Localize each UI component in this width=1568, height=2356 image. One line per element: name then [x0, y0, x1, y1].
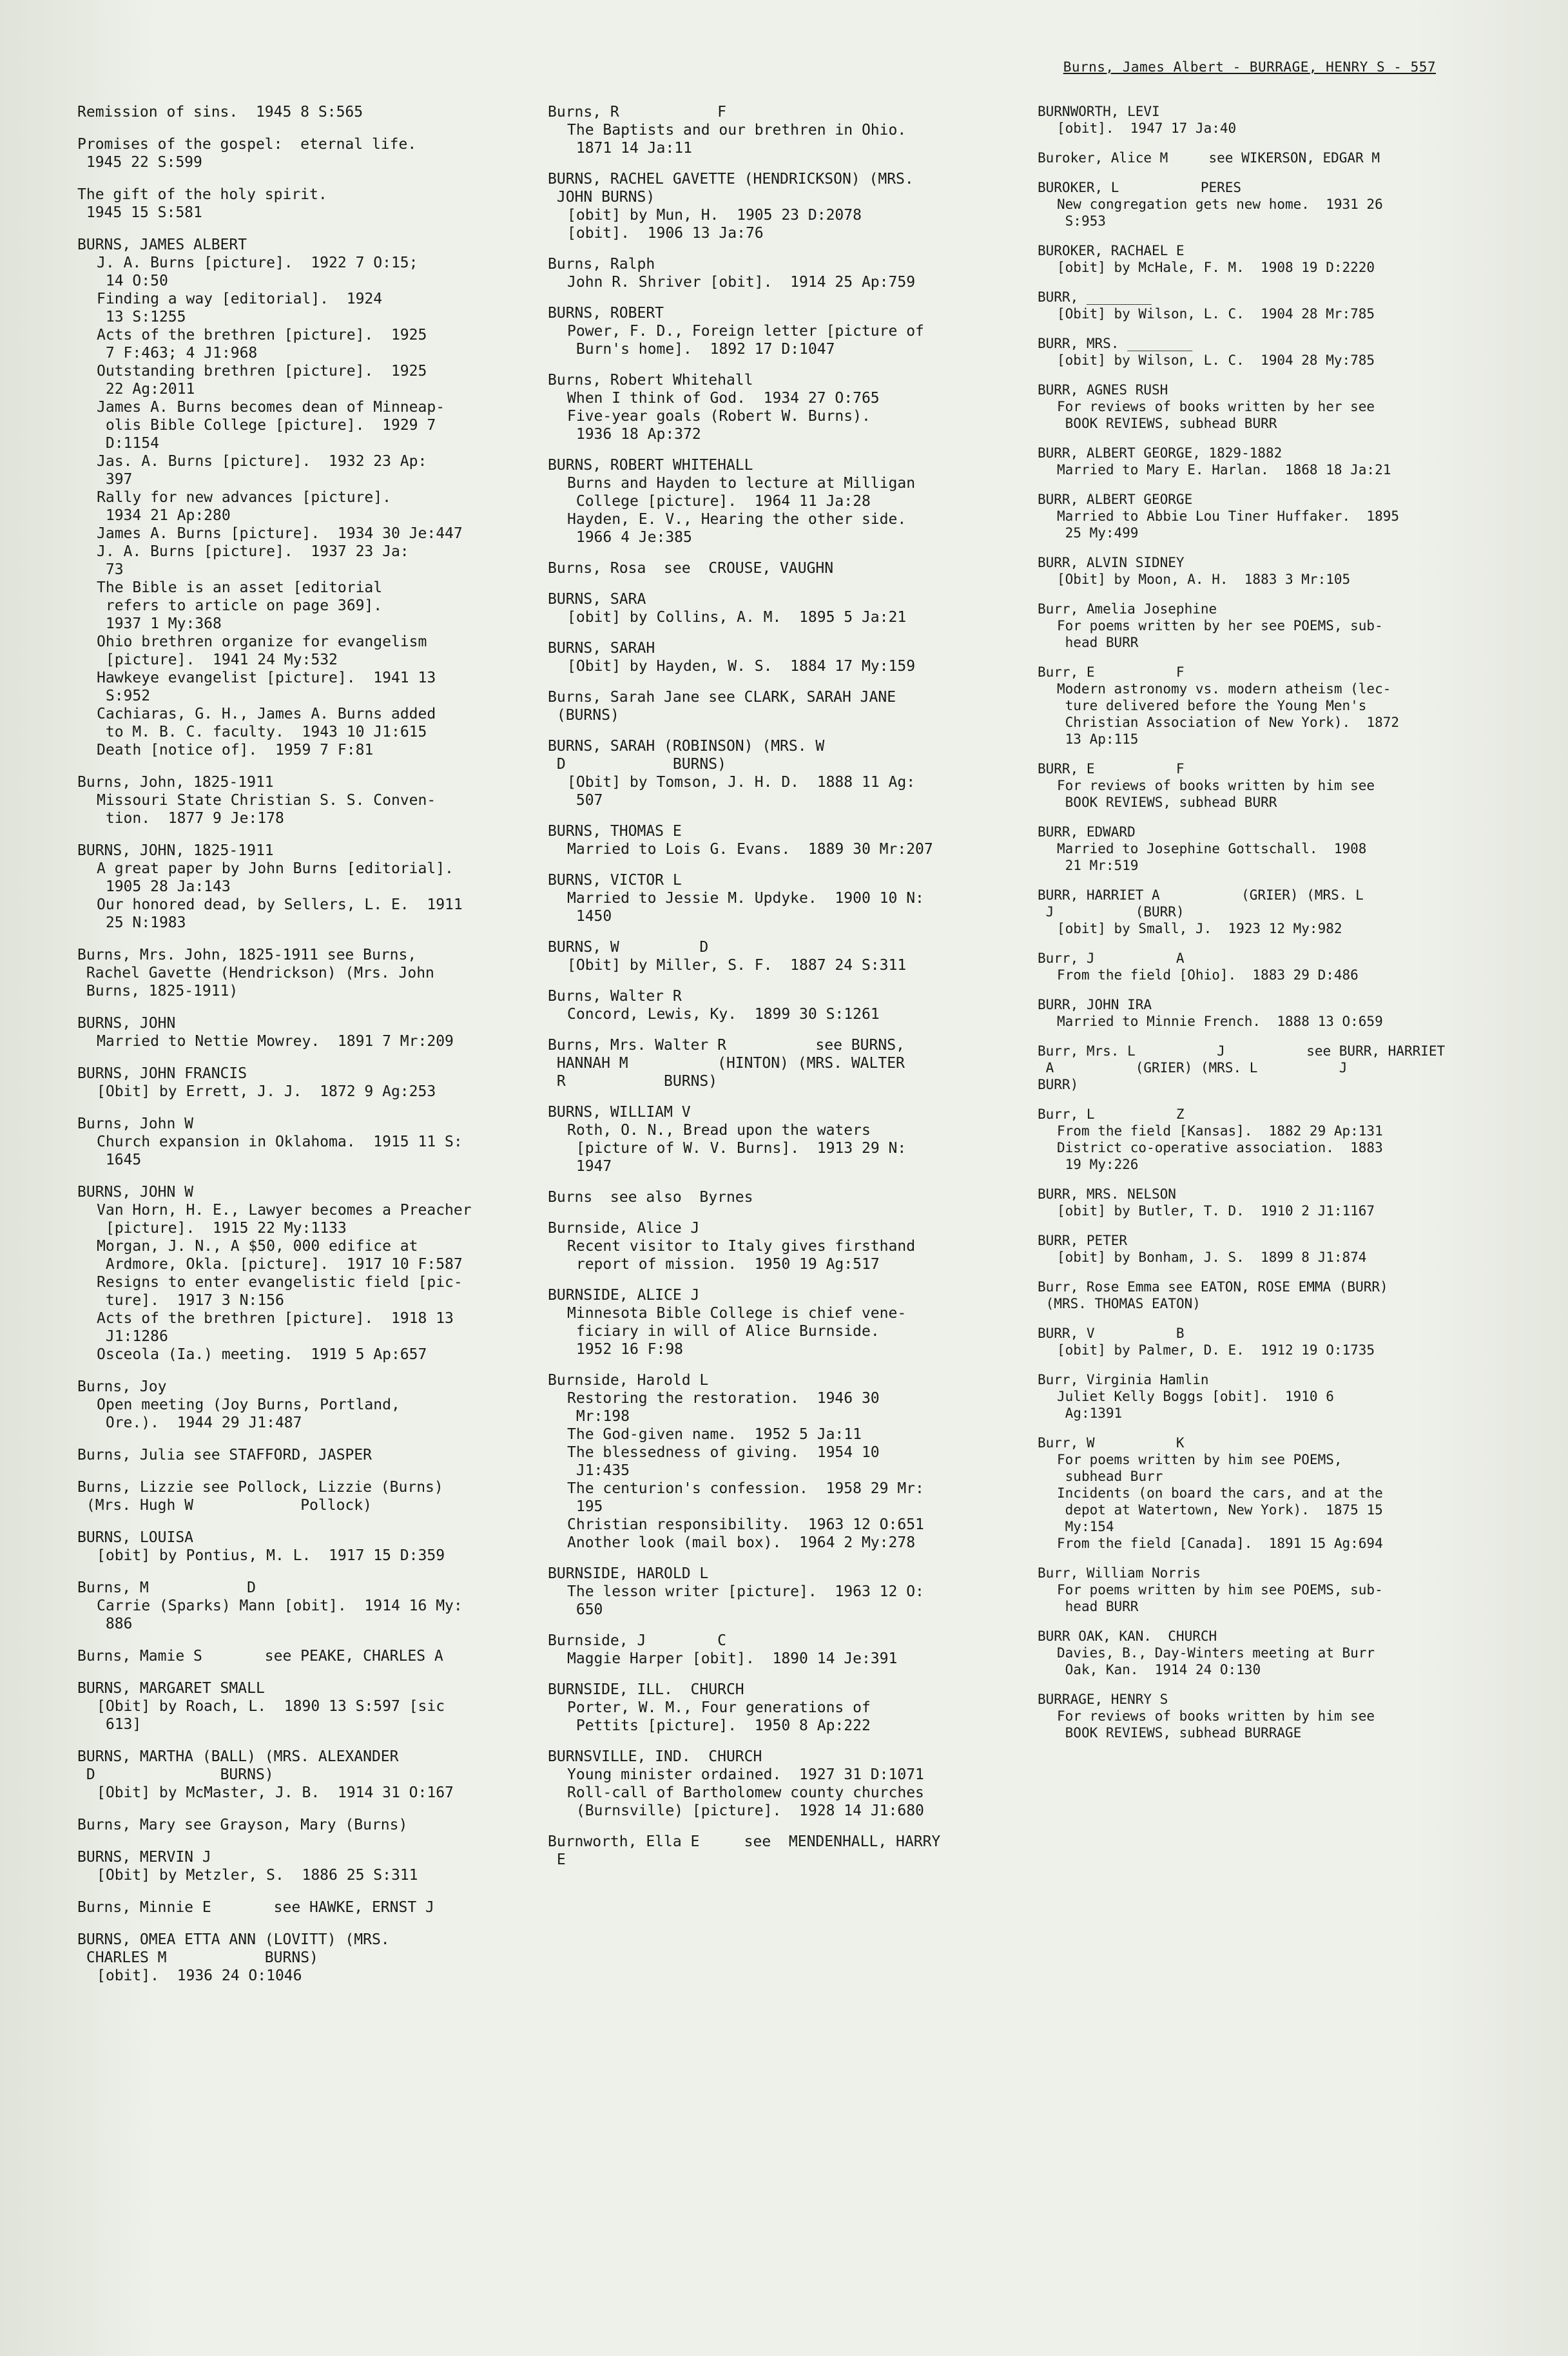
index-entry	[548, 103, 1012, 157]
entry-heading: Burnside, Alice J	[548, 1220, 700, 1237]
entry-heading: BURNS, RACHEL GAVETTE (HENDRICKSON) (MRS. JOHN BURNS)	[548, 171, 914, 206]
entry-heading: BURNS, JOHN W	[77, 1184, 194, 1201]
index-entry	[548, 456, 1012, 546]
entry-citation: For poems written by him see POEMS, sub- head BURR	[1057, 1582, 1383, 1614]
index-entry	[548, 1286, 1012, 1358]
entry-citation: [Obit] by Metzler, S. 1886 25 S:311	[97, 1867, 418, 1884]
entry-heading: Burns, Julia see STAFFORD, JASPER	[77, 1447, 372, 1463]
index-entry	[548, 1188, 1012, 1206]
entry-citation: John R. Shriver [obit]. 1914 25 Ap:759	[567, 274, 916, 291]
index-entry	[77, 1478, 496, 1514]
index-entry	[1038, 996, 1450, 1030]
index-entry	[1038, 760, 1450, 811]
entry-citation: Recent visitor to Italy gives firsthand report of mission. 1950 19 Ag:517	[567, 1238, 916, 1273]
index-entry	[77, 1446, 496, 1464]
index-entry	[1038, 1628, 1450, 1678]
entry-heading: BURNS, MARGARET SMALL	[77, 1680, 265, 1697]
entry-citation: [Obit] by Roach, L. 1890 13 S:597 [sic 613]	[97, 1698, 445, 1733]
entry-citation: Hawkeye evangelist [picture]. 1941 13 S:952	[97, 670, 436, 704]
entry-citation: District co-operative association. 1883 19 My:226	[1057, 1140, 1383, 1172]
index-entry	[77, 1679, 496, 1733]
entry-citation: [Obit] by Wilson, L. C. 1904 28 Mr:785	[1057, 306, 1375, 322]
entry-citation: Osceola (Ia.) meeting. 1919 5 Ap:657	[97, 1346, 427, 1363]
entry-heading: Burns, Mary see Grayson, Mary (Burns)	[77, 1817, 408, 1833]
entry-citation: Roll-call of Bartholomew county churches (Burnsville) [picture]. 1928 14 J1:680	[567, 1784, 924, 1819]
entry-heading: BURR, HARRIET A (GRIER) (MRS. L J (BURR)	[1038, 887, 1364, 920]
entry-heading: BURNS, LOUISA	[77, 1529, 194, 1546]
entry-heading: BURR, ALVIN SIDNEY	[1038, 555, 1185, 570]
entry-heading: Burns, Mrs. John, 1825-1911 see Burns, Rachel Gavette (Hendrickson) (Mrs. John Burns, 1825-1911)	[77, 947, 434, 999]
entry-heading: BURNS, SARAH	[548, 640, 655, 657]
entry-heading: BURR, JOHN IRA	[1038, 997, 1152, 1012]
entry-citation: Married to Nettie Mowrey. 1891 7 Mr:209	[97, 1033, 454, 1050]
index-entry	[1038, 824, 1450, 874]
entry-citation: [obit] by Mun, H. 1905 23 D:2078	[567, 207, 862, 224]
entry-citation: For reviews of books written by her see BOOK REVIEWS, subhead BURR	[1057, 399, 1375, 431]
entry-citation: J. A. Burns [picture]. 1922 7 O:15; 14 O:50	[97, 255, 418, 289]
entry-citation: J. A. Burns [picture]. 1937 23 Ja: 73	[97, 543, 409, 578]
index-entry	[1038, 103, 1450, 137]
index-entry	[77, 946, 496, 1000]
index-entry	[77, 1014, 496, 1050]
entry-heading: Burns, Sarah Jane see CLARK, SARAH JANE (BURNS)	[548, 689, 896, 724]
entry-heading: BURNS, JOHN, 1825-1911	[77, 842, 274, 859]
index-entry	[77, 186, 496, 222]
entry-heading: BURNWORTH, LEVI	[1038, 104, 1160, 119]
index-entry	[77, 1378, 496, 1432]
entry-heading: BURNSIDE, ALICE J	[548, 1287, 700, 1304]
entry-citation: Resigns to enter evangelistic field [pic- ture]. 1917 3 N:156	[97, 1274, 463, 1309]
index-entry	[548, 1371, 1012, 1552]
entry-citation: [Obit] by Moon, A. H. 1883 3 Mr:105	[1057, 572, 1351, 587]
entry-heading: BURR OAK, KAN. CHURCH	[1038, 1628, 1217, 1644]
index-entry	[1038, 1232, 1450, 1266]
entry-citation: Hayden, E. V., Hearing the other side. 1966 4 Je:385	[567, 511, 907, 546]
entry-heading: BURR, MRS. NELSON	[1038, 1186, 1176, 1202]
index-entry	[548, 1565, 1012, 1619]
entry-heading: BURR, ALBERT GEORGE, 1829-1882	[1038, 445, 1282, 461]
entry-citation: The God-given name. 1952 5 Ja:11	[567, 1426, 862, 1443]
entry-heading: BURR, ALBERT GEORGE	[1038, 492, 1193, 507]
entry-citation: Christian responsibility. 1963 12 O:651	[567, 1516, 924, 1533]
entry-citation: For reviews of books written by him see BOOK REVIEWS, subhead BURR	[1057, 778, 1375, 810]
entry-citation: Death [notice of]. 1959 7 F:81	[97, 742, 374, 758]
index-entry	[548, 1748, 1012, 1820]
running-head: Burns, James Albert - BURRAGE, HENRY S - 557	[1063, 59, 1436, 75]
entry-heading: BURR, V B	[1038, 1326, 1185, 1341]
index-entry	[1038, 1565, 1450, 1615]
entry-citation: From the field [Canada]. 1891 15 Ag:694	[1057, 1536, 1383, 1551]
entry-heading: BURNS, VICTOR L	[548, 872, 682, 889]
entry-citation: For reviews of books written by him see BOOK REVIEWS, subhead BURRAGE	[1057, 1708, 1375, 1741]
entry-citation: Married to Mary E. Harlan. 1868 18 Ja:21	[1057, 462, 1391, 478]
index-entry	[1038, 1043, 1450, 1093]
index-entry	[548, 1219, 1012, 1273]
index-entry	[548, 1632, 1012, 1668]
entry-heading: Burns, Lizzie see Pollock, Lizzie (Burns) (Mrs. Hugh W Pollock)	[77, 1479, 443, 1514]
entry-heading: The gift of the holy spirit. 1945 15 S:581	[77, 186, 327, 221]
index-entry	[1038, 1434, 1450, 1552]
index-entry	[77, 1647, 496, 1665]
entry-citation: Carrie (Sparks) Mann [obit]. 1914 16 My: 886	[97, 1598, 463, 1632]
entry-citation: Incidents (on board the cars, and at the depot at Watertown, New York). 1875 15 My:154	[1057, 1485, 1383, 1534]
entry-citation: From the field [Ohio]. 1883 29 D:486	[1057, 967, 1359, 983]
index-entry	[548, 304, 1012, 358]
index-entry	[1038, 1106, 1450, 1173]
index-entry	[77, 1848, 496, 1884]
index-entry	[77, 103, 496, 121]
entry-citation: Married to Abbie Lou Tiner Huffaker. 1895 25 My:499	[1057, 508, 1400, 541]
entry-citation: Another look (mail box). 1964 2 My:278	[567, 1534, 916, 1551]
entry-heading: Burr, W K	[1038, 1435, 1185, 1451]
index-entry	[1038, 381, 1450, 432]
entry-heading: Burns, M D	[77, 1579, 256, 1596]
entry-heading: BURNS, MARTHA (BALL) (MRS. ALEXANDER D BURNS)	[77, 1748, 399, 1783]
entry-citation: Roth, O. N., Bread upon the waters [picture of W. V. Burns]. 1913 29 N: 1947	[567, 1122, 907, 1175]
entry-heading: Burns, Mrs. Walter R see BURNS, HANNAH M (HINTON) (MRS. WALTER R BURNS)	[548, 1037, 905, 1090]
index-entry	[548, 822, 1012, 858]
entry-heading: Burnside, Harold L	[548, 1372, 709, 1389]
entry-citation: Morgan, J. N., A $50, 000 edifice at Ardmore, Okla. [picture]. 1917 10 F:587	[97, 1238, 463, 1273]
index-entry	[1038, 335, 1450, 369]
index-entry	[77, 1898, 496, 1917]
index-entry	[77, 1115, 496, 1169]
index-entry	[548, 170, 1012, 242]
entry-citation: [obit] by Collins, A. M. 1895 5 Ja:21	[567, 609, 907, 626]
index-entry	[77, 135, 496, 171]
index-entry	[548, 255, 1012, 291]
entry-citation: Power, F. D., Foreign letter [picture of Burn's home]. 1892 17 D:1047	[567, 323, 924, 358]
entry-heading: Burr, Virginia Hamlin	[1038, 1372, 1209, 1387]
index-entry	[548, 987, 1012, 1023]
entry-heading: BURNS, OMEA ETTA ANN (LOVITT) (MRS. CHARLES M BURNS)	[77, 1931, 390, 1966]
entry-citation: The centurion's confession. 1958 29 Mr: 195	[567, 1480, 924, 1515]
index-entry	[1038, 1325, 1450, 1358]
entry-heading: Burns see also Byrnes	[548, 1189, 753, 1206]
index-entry	[548, 688, 1012, 724]
entry-citation: Married to Jessie M. Updyke. 1900 10 N: 1450	[567, 890, 924, 925]
entry-heading: BURNSIDE, HAROLD L	[548, 1565, 709, 1582]
index-entry	[548, 590, 1012, 626]
index-entry	[548, 871, 1012, 925]
entry-heading: Remission of sins. 1945 8 S:565	[77, 104, 363, 121]
entry-citation: [obit] by Small, J. 1923 12 My:982	[1057, 921, 1342, 936]
entry-citation: Concord, Lewis, Ky. 1899 30 S:1261	[567, 1006, 880, 1023]
entry-heading: Burr, William Norris	[1038, 1565, 1201, 1581]
entry-heading: Promises of the gospel: eternal life. 1945 22 S:599	[77, 136, 417, 171]
entry-citation: The Bible is an asset [editorial refers to article on page 369]. 1937 1 My:368	[97, 579, 383, 632]
entry-citation: [Obit] by Errett, J. J. 1872 9 Ag:253	[97, 1083, 436, 1100]
entry-citation: Jas. A. Burns [picture]. 1932 23 Ap: 397	[97, 453, 427, 488]
index-entry	[1038, 887, 1450, 937]
entry-citation: Five-year goals (Robert W. Burns). 1936 18 Ap:372	[567, 408, 871, 443]
entry-heading: BURNS, MERVIN J	[77, 1849, 211, 1866]
column-2	[548, 103, 1012, 1882]
entry-citation: James A. Burns becomes dean of Minneap- olis Bible College [picture]. 1929 7 D:1154	[97, 399, 445, 452]
entry-heading: Burns, John, 1825-1911	[77, 774, 274, 791]
entry-heading: BURR, PETER	[1038, 1233, 1128, 1248]
entry-citation: [obit] by Pontius, M. L. 1917 15 D:359	[97, 1547, 445, 1564]
entry-citation: [obit] by Wilson, L. C. 1904 28 My:785	[1057, 352, 1375, 368]
index-entry	[548, 1036, 1012, 1090]
index-entry	[1038, 601, 1450, 651]
entry-citation: Rally for new advances [picture]. 1934 21 Ap:280	[97, 489, 391, 524]
index-entry	[548, 737, 1012, 809]
entry-citation: Maggie Harper [obit]. 1890 14 Je:391	[567, 1650, 898, 1667]
index-entry	[1038, 289, 1450, 322]
entry-citation: The Baptists and our brethren in Ohio. 1871 14 Ja:11	[567, 122, 907, 157]
entry-citation: Van Horn, H. E., Lawyer becomes a Preacher [picture]. 1915 22 My:1133	[97, 1202, 472, 1237]
entry-citation: Burns and Hayden to lecture at Milligan College [picture]. 1964 11 Ja:28	[567, 475, 916, 510]
index-entry	[77, 773, 496, 827]
entry-citation: The blessedness of giving. 1954 10 J1:435	[567, 1444, 880, 1479]
entry-citation: [obit] by McHale, F. M. 1908 19 D:2220	[1057, 260, 1375, 275]
index-entry	[548, 639, 1012, 675]
entry-heading: BURR, ________	[1038, 289, 1152, 305]
entry-citation: Outstanding brethren [picture]. 1925 22 Ag:2011	[97, 363, 427, 398]
entry-citation: [obit] by Butler, T. D. 1910 2 J1:1167	[1057, 1203, 1375, 1219]
index-entry	[548, 1833, 1012, 1869]
entry-citation: From the field [Kansas]. 1882 29 Ap:131	[1057, 1123, 1383, 1139]
index-entry	[1038, 1279, 1450, 1312]
entry-citation: [Obit] by Hayden, W. S. 1884 17 My:159	[567, 658, 916, 675]
entry-citation: Married to Lois G. Evans. 1889 30 Mr:207	[567, 841, 933, 858]
entry-heading: BUROKER, RACHAEL E	[1038, 243, 1185, 258]
entry-heading: Burns, John W	[77, 1115, 194, 1132]
entry-citation: Church expansion in Oklahoma. 1915 11 S: 1645	[97, 1134, 463, 1168]
index-entry	[77, 1931, 496, 1985]
entry-heading: Burns, Joy	[77, 1378, 167, 1395]
index-entry	[1038, 242, 1450, 276]
index-entry	[1038, 179, 1450, 229]
entry-citation: Davies, B., Day-Winters meeting at Burr Oak, Kan. 1914 24 O:130	[1057, 1645, 1375, 1677]
entry-citation: Open meeting (Joy Burns, Portland, Ore.). 1944 29 J1:487	[97, 1396, 400, 1431]
entry-citation: When I think of God. 1934 27 O:765	[567, 390, 880, 407]
entry-heading: BURNS, W D	[548, 939, 709, 956]
index-entry	[77, 1529, 496, 1565]
entry-heading: BURRAGE, HENRY S	[1038, 1692, 1168, 1707]
entry-heading: BUROKER, L PERES	[1038, 180, 1242, 195]
entry-heading: BURR, AGNES RUSH	[1038, 382, 1168, 398]
entry-heading: BURNS, JOHN	[77, 1015, 176, 1032]
entry-citation: Cachiaras, G. H., James A. Burns added to M. B. C. faculty. 1943 10 J1:615	[97, 706, 436, 740]
index-entry	[548, 938, 1012, 974]
entry-citation: [obit]. 1906 13 Ja:76	[567, 225, 764, 242]
index-entry	[77, 1579, 496, 1633]
entry-heading: Burns, Walter R	[548, 988, 682, 1005]
index-entry	[1038, 445, 1450, 478]
index-entry	[1038, 554, 1450, 588]
column-1	[77, 103, 496, 1999]
index-entry	[77, 1065, 496, 1101]
entry-heading: BURNSIDE, ILL. CHURCH	[548, 1681, 744, 1698]
entry-heading: BURNS, JAMES ALBERT	[77, 237, 247, 253]
entry-heading: BURNS, ROBERT WHITEHALL	[548, 457, 753, 474]
index-entry	[548, 371, 1012, 443]
entry-citation: [Obit] by Tomson, J. H. D. 1888 11 Ag: 507	[567, 774, 916, 809]
entry-citation: Restoring the restoration. 1946 30 Mr:198	[567, 1390, 880, 1425]
index-entry	[548, 559, 1012, 577]
index-entry	[548, 1103, 1012, 1175]
entry-heading: Burns, Robert Whitehall	[548, 372, 753, 389]
entry-citation: [obit]. 1947 17 Ja:40	[1057, 121, 1237, 136]
entry-heading: BURNS, WILLIAM V	[548, 1104, 691, 1121]
entry-citation: Missouri State Christian S. S. Conven- tion. 1877 9 Je:178	[97, 792, 436, 827]
entry-heading: Burnworth, Ella E see MENDENHALL, HARRY E	[548, 1833, 941, 1868]
entry-heading: BURR, MRS. ________	[1038, 336, 1193, 351]
entry-heading: Burr, E F	[1038, 664, 1185, 680]
entry-heading: Burns, Rosa see CROUSE, VAUGHN	[548, 560, 834, 577]
entry-citation: Minnesota Bible College is chief vene- ficiary in will of Alice Burnside. 1952 16 F:98	[567, 1305, 907, 1358]
index-entry	[77, 236, 496, 759]
entry-citation: Juliet Kelly Boggs [obit]. 1910 6 Ag:1391	[1057, 1389, 1334, 1421]
index-entry	[548, 1681, 1012, 1735]
entry-citation: Married to Minnie French. 1888 13 O:659	[1057, 1014, 1383, 1029]
entry-heading: BURNS, SARAH (ROBINSON) (MRS. W D BURNS)	[548, 738, 825, 773]
entry-heading: Burr, L Z	[1038, 1106, 1185, 1122]
entry-citation: New congregation gets new home. 1931 26 S:953	[1057, 197, 1383, 229]
index-entry	[1038, 1371, 1450, 1422]
entry-citation: Married to Josephine Gottschall. 1908 21 Mr:519	[1057, 841, 1367, 873]
entry-heading: BURR, E F	[1038, 761, 1185, 777]
entry-heading: BURR, EDWARD	[1038, 824, 1136, 840]
entry-citation: [Obit] by Miller, S. F. 1887 24 S:311	[567, 957, 907, 974]
index-entry	[77, 1183, 496, 1364]
entry-heading: BURNS, SARA	[548, 591, 646, 608]
entry-citation: Finding a way [editorial]. 1924 13 S:1255	[97, 291, 383, 325]
entry-citation: Acts of the brethren [picture]. 1925 7 F:463; 4 J1:968	[97, 327, 427, 362]
entry-heading: Burns, Mamie S see PEAKE, CHARLES A	[77, 1648, 443, 1665]
entry-heading: BURNSVILLE, IND. CHURCH	[548, 1748, 762, 1765]
entry-citation: The lesson writer [picture]. 1963 12 O: 650	[567, 1583, 924, 1618]
entry-citation: For poems written by him see POEMS, subhead Burr	[1057, 1452, 1342, 1484]
index-entry	[77, 1748, 496, 1802]
entry-citation: For poems written by her see POEMS, sub- head BURR	[1057, 618, 1383, 650]
entry-heading: Burns, R F	[548, 104, 726, 121]
entry-heading: Burr, Mrs. L J see BURR, HARRIET A (GRIER) (MRS. L J BURR)	[1038, 1043, 1446, 1092]
index-entry	[1038, 150, 1450, 166]
entry-citation: Ohio brethren organize for evangelism [picture]. 1941 24 My:532	[97, 633, 427, 668]
entry-heading: Burr, Amelia Josephine	[1038, 601, 1217, 617]
entry-citation: [obit] by Palmer, D. E. 1912 19 O:1735	[1057, 1342, 1375, 1358]
entry-citation: Our honored dead, by Sellers, L. E. 1911 25 N:1983	[97, 896, 463, 931]
entry-heading: BURNS, ROBERT	[548, 305, 664, 322]
entry-citation: [Obit] by McMaster, J. B. 1914 31 O:167	[97, 1784, 454, 1801]
entry-heading: Burns, Ralph	[548, 256, 655, 273]
index-entry	[1038, 491, 1450, 541]
entry-heading: Burr, J A	[1038, 951, 1185, 966]
index-entry	[1038, 950, 1450, 983]
entry-citation: [obit]. 1936 24 O:1046	[97, 1967, 302, 1984]
index-entry	[1038, 1691, 1450, 1741]
entry-heading: Buroker, Alice M see WIKERSON, EDGAR M	[1038, 150, 1380, 166]
entry-citation: [obit] by Bonham, J. S. 1899 8 J1:874	[1057, 1250, 1367, 1265]
entry-citation: Acts of the brethren [picture]. 1918 13 J1:1286	[97, 1310, 454, 1345]
entry-citation: Porter, W. M., Four generations of Pettits [picture]. 1950 8 Ap:222	[567, 1699, 871, 1734]
entry-heading: BURNS, THOMAS E	[548, 823, 682, 840]
entry-citation: Modern astronomy vs. modern atheism (lec- ture delivered before the Young Men's Christian Association of New York). 1872 13 Ap:115	[1057, 681, 1400, 747]
entry-citation: A great paper by John Burns [editorial]. 1905 28 Ja:143	[97, 860, 454, 895]
entry-heading: Burr, Rose Emma see EATON, ROSE EMMA (BURR) (MRS. THOMAS EATON)	[1038, 1279, 1388, 1311]
entry-citation: James A. Burns [picture]. 1934 30 Je:447	[97, 525, 463, 542]
index-entry	[77, 1816, 496, 1834]
entry-heading: BURNS, JOHN FRANCIS	[77, 1065, 247, 1082]
index-entry	[77, 842, 496, 932]
entry-heading: Burns, Minnie E see HAWKE, ERNST J	[77, 1899, 434, 1916]
entry-heading: Burnside, J C	[548, 1632, 726, 1649]
entry-citation: Young minister ordained. 1927 31 D:1071	[567, 1766, 924, 1783]
column-3	[1038, 103, 1450, 1754]
index-entry	[1038, 1186, 1450, 1219]
index-entry	[1038, 664, 1450, 748]
